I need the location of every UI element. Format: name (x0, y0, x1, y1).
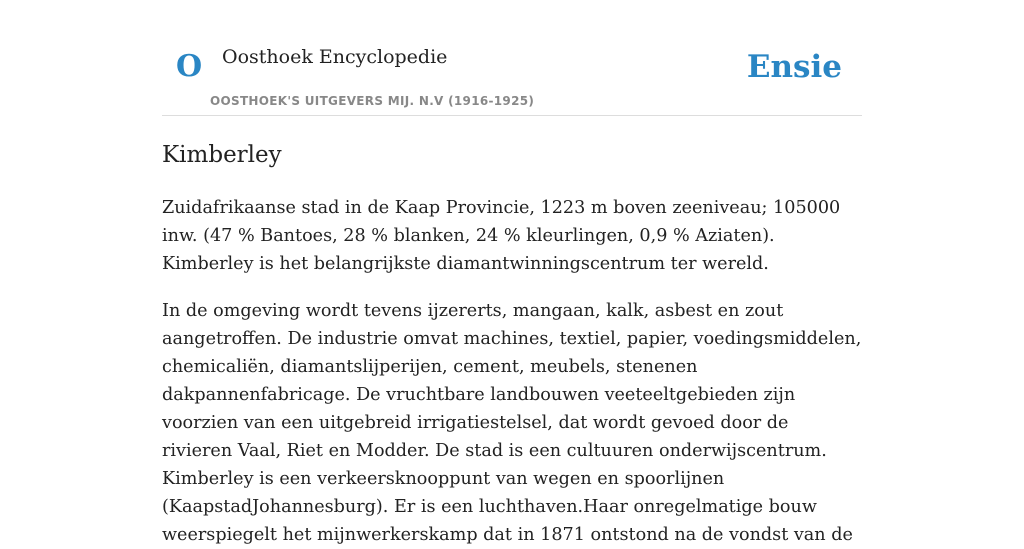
book-publisher: OOSTHOEK'S UITGEVERS MIJ. N.V (1916-1925) (210, 94, 535, 108)
ensie-logo-link[interactable]: Ensie (746, 49, 842, 85)
book-header (162, 0, 862, 116)
article-paragraph-1: Zuidafrikaanse stad in de Kaap Provincie, 1223 m boven zeeniveau; 105000 inw. (47 % Bantoes, 28 % blanken, 24 % kleurlingen, 0,9 % Aziaten). Kimberley is het belangrijkste diamantwinningscentrum ter wereld. (162, 197, 841, 274)
article-title: Kimberley (162, 142, 282, 168)
page-container (162, 0, 862, 549)
book-logo[interactable]: O (176, 49, 203, 84)
book-title[interactable]: Oosthoek Encyclopedie (222, 46, 448, 68)
article-paragraph-2: In de omgeving wordt tevens ijzererts, mangaan, kalk, asbest en zout aangetroffen. De industrie omvat machines, textiel, papier, voedingsmiddelen, chemicaliën, diamantslijperijen, cement, meubels, stenenen dakpannenfabricage. De vruchtbare landbouwen veeteeltgebieden zijn voorzien van een uitgebreid irrigatiestelsel, dat wordt gevoed door de rivieren Vaal, Riet en Modder. De stad is een cultuuren onderwijscentrum. Kimberley is een verkeersknooppunt van wegen en spoorlijnen (KaapstadJohannesburg). Er is een luchthaven.Haar onregelmatige bouw weerspiegelt het mijnwerkerskamp dat in 1871 ontstond na de vondst van de (162, 300, 862, 545)
